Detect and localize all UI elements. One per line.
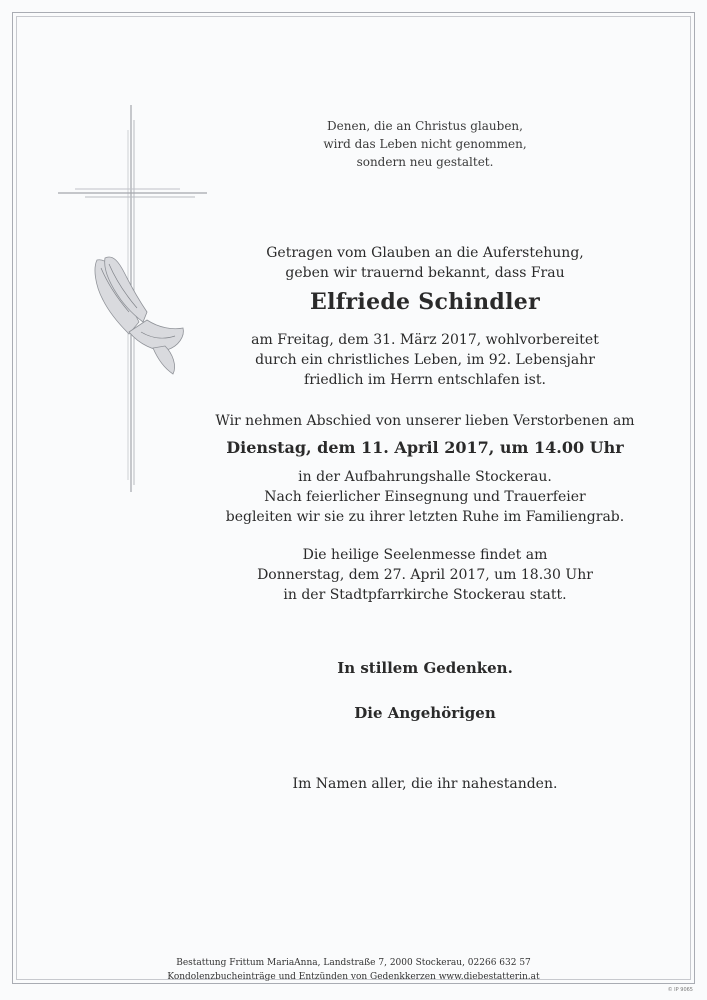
footer-website: Kondolenzbucheinträge und Entzünden von Gedenkkerzen www.diebestatterin.at xyxy=(167,972,540,982)
mass-line: in der Stadtpfarrkirche Stockerau statt. xyxy=(283,587,567,603)
death-notice xyxy=(200,330,650,390)
verse-line: wird das Leben nicht genommen, xyxy=(323,137,527,151)
print-code: © IP 9065 xyxy=(667,987,693,993)
verse-line: Denen, die an Christus glauben, xyxy=(327,119,523,133)
cross-with-praying-hands-icon xyxy=(55,100,215,500)
funeral-date: Dienstag, dem 11. April 2017, um 14.00 Uhr xyxy=(226,438,624,457)
mass-notice xyxy=(200,545,650,605)
farewell-text: Wir nehmen Abschied von unserer lieben Verstorbenen am xyxy=(215,413,635,429)
footer-address: Bestattung Frittum MariaAnna, Landstraße 7, 2000 Stockerau, 02266 632 57 xyxy=(176,958,531,968)
funeral-place xyxy=(200,467,650,527)
footer xyxy=(16,956,691,984)
on-behalf-text: Im Namen aller, die ihr nahestanden. xyxy=(292,776,558,792)
place-line: begleiten wir sie zu ihrer letzten Ruhe im Familiengrab. xyxy=(225,509,625,525)
death-line: am Freitag, dem 31. März 2017, wohlvorbereitet xyxy=(251,332,599,348)
place-line: Nach feierlicher Einsegnung und Trauerfeier xyxy=(264,489,586,505)
deceased-name: Elfriede Schindler xyxy=(310,289,540,315)
memory-text: In stillem Gedenken. xyxy=(337,659,513,677)
mass-line: Die heilige Seelenmesse findet am xyxy=(302,547,548,563)
intro-line: geben wir trauernd bekannt, dass Frau xyxy=(285,265,565,281)
intro-text xyxy=(200,243,650,283)
place-line: in der Aufbahrungshalle Stockerau. xyxy=(298,469,552,485)
intro-line: Getragen vom Glauben an die Auferstehung, xyxy=(266,245,584,261)
death-line: durch ein christliches Leben, im 92. Lebensjahr xyxy=(255,352,595,368)
death-line: friedlich im Herrn entschlafen ist. xyxy=(304,372,546,388)
bible-verse xyxy=(200,117,650,171)
mass-line: Donnerstag, dem 27. April 2017, um 18.30 Uhr xyxy=(257,567,593,583)
verse-line: sondern neu gestaltet. xyxy=(356,155,494,169)
family-signature: Die Angehörigen xyxy=(354,704,496,722)
